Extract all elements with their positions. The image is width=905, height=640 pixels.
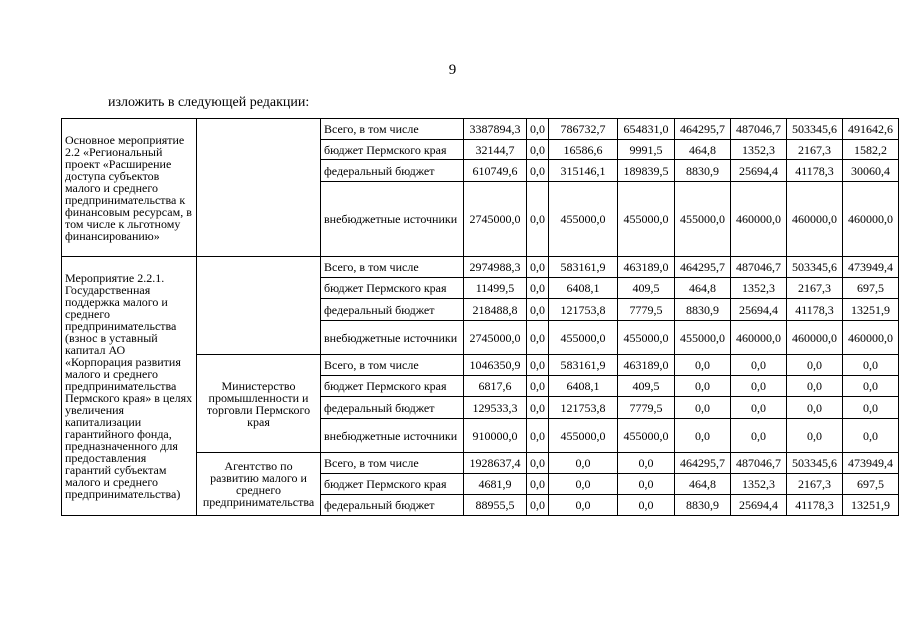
amount-cell: 464,8 — [675, 278, 731, 299]
amount-cell: 0,0 — [675, 376, 731, 397]
amount-cell: 464295,7 — [675, 119, 731, 140]
amount-cell: 13251,9 — [843, 299, 899, 321]
amount-cell: 0,0 — [731, 355, 787, 376]
amount-cell: 129533,3 — [464, 397, 527, 419]
amount-cell: 1046350,9 — [464, 355, 527, 376]
amount-cell: 25694,4 — [731, 160, 787, 182]
amount-cell: 487046,7 — [731, 453, 787, 474]
amount-cell: 6408,1 — [549, 376, 618, 397]
amount-cell: 460000,0 — [787, 182, 843, 257]
amount-cell: 121753,8 — [549, 397, 618, 419]
funding-source: бюджет Пермского края — [321, 140, 464, 160]
amount-cell: 503345,6 — [787, 257, 843, 278]
amount-cell: 455000,0 — [675, 182, 731, 257]
amount-cell: 654831,0 — [618, 119, 675, 140]
funding-source: Всего, в том числе — [321, 355, 464, 376]
budget-table — [61, 118, 899, 516]
amount-cell: 0,0 — [675, 419, 731, 453]
amount-cell: 2167,3 — [787, 474, 843, 495]
amount-cell: 7779,5 — [618, 397, 675, 419]
funding-source: федеральный бюджет — [321, 397, 464, 419]
amount-cell: 487046,7 — [731, 119, 787, 140]
amount-cell: 0,0 — [527, 299, 549, 321]
amount-cell: 487046,7 — [731, 257, 787, 278]
amount-cell: 0,0 — [843, 376, 899, 397]
amount-cell: 0,0 — [731, 376, 787, 397]
amount-cell: 0,0 — [527, 355, 549, 376]
amount-cell: 30060,4 — [843, 160, 899, 182]
table-row — [62, 119, 899, 140]
funding-source: федеральный бюджет — [321, 160, 464, 182]
amount-cell: 4681,9 — [464, 474, 527, 495]
amount-cell: 16586,6 — [549, 140, 618, 160]
funding-source: бюджет Пермского края — [321, 376, 464, 397]
amount-cell: 0,0 — [843, 419, 899, 453]
activity-name: Основное мероприятие 2.2 «Региональный проект «Расширение доступа субъектов малого и среднего предпринимательства к финансовым ресурсам, в том числе к льготному финансированию» — [62, 119, 197, 257]
amount-cell: 121753,8 — [549, 299, 618, 321]
amount-cell: 0,0 — [787, 355, 843, 376]
amount-cell: 455000,0 — [549, 182, 618, 257]
amount-cell: 3387894,3 — [464, 119, 527, 140]
amount-cell: 0,0 — [527, 119, 549, 140]
amount-cell: 6408,1 — [549, 278, 618, 299]
amount-cell: 0,0 — [527, 495, 549, 516]
amount-cell: 13251,9 — [843, 495, 899, 516]
amount-cell: 464295,7 — [675, 257, 731, 278]
amount-cell: 315146,1 — [549, 160, 618, 182]
amount-cell: 0,0 — [731, 419, 787, 453]
amount-cell: 0,0 — [549, 474, 618, 495]
amount-cell: 0,0 — [527, 397, 549, 419]
amount-cell: 2167,3 — [787, 278, 843, 299]
amount-cell: 460000,0 — [731, 321, 787, 355]
amount-cell: 464,8 — [675, 474, 731, 495]
executor-cell — [197, 257, 321, 355]
amount-cell: 0,0 — [527, 278, 549, 299]
amount-cell: 697,5 — [843, 474, 899, 495]
amount-cell: 11499,5 — [464, 278, 527, 299]
amount-cell: 583161,9 — [549, 355, 618, 376]
amount-cell: 460000,0 — [843, 182, 899, 257]
amount-cell: 503345,6 — [787, 453, 843, 474]
amount-cell: 0,0 — [618, 474, 675, 495]
amount-cell: 455000,0 — [618, 182, 675, 257]
amount-cell: 0,0 — [527, 182, 549, 257]
amount-cell: 25694,4 — [731, 299, 787, 321]
activity-name: Мероприятие 2.2.1. Государственная поддержка малого и среднего предпринимательства (взнос в уставный капитал АО «Корпорация развития малого и среднего предпринимательства Пермского края» в целях увеличения капитализации гарантийного фонда, предназначенного для предоставления гарантий субъектам малого и среднего предпринимательства) — [62, 257, 197, 516]
amount-cell: 0,0 — [618, 495, 675, 516]
amount-cell: 8830,9 — [675, 495, 731, 516]
amount-cell: 0,0 — [527, 257, 549, 278]
amount-cell: 409,5 — [618, 278, 675, 299]
amount-cell: 0,0 — [731, 397, 787, 419]
amount-cell: 503345,6 — [787, 119, 843, 140]
amount-cell: 455000,0 — [549, 321, 618, 355]
amount-cell: 2974988,3 — [464, 257, 527, 278]
amount-cell: 88955,5 — [464, 495, 527, 516]
amount-cell: 41178,3 — [787, 495, 843, 516]
amount-cell: 8830,9 — [675, 299, 731, 321]
amount-cell: 583161,9 — [549, 257, 618, 278]
amount-cell: 0,0 — [549, 495, 618, 516]
amount-cell: 473949,4 — [843, 257, 899, 278]
amount-cell: 6817,6 — [464, 376, 527, 397]
amount-cell: 463189,0 — [618, 355, 675, 376]
executor-cell — [197, 119, 321, 257]
amount-cell: 9991,5 — [618, 140, 675, 160]
funding-source: Всего, в том числе — [321, 453, 464, 474]
amount-cell: 460000,0 — [731, 182, 787, 257]
amount-cell: 0,0 — [618, 453, 675, 474]
funding-source: федеральный бюджет — [321, 299, 464, 321]
amount-cell: 1352,3 — [731, 278, 787, 299]
funding-source: внебюджетные источники — [321, 321, 464, 355]
amount-cell: 0,0 — [843, 397, 899, 419]
amount-cell: 491642,6 — [843, 119, 899, 140]
funding-source: бюджет Пермского края — [321, 474, 464, 495]
amount-cell: 455000,0 — [675, 321, 731, 355]
amount-cell: 1352,3 — [731, 140, 787, 160]
amount-cell: 0,0 — [787, 419, 843, 453]
amount-cell: 25694,4 — [731, 495, 787, 516]
funding-source: Всего, в том числе — [321, 257, 464, 278]
amount-cell: 697,5 — [843, 278, 899, 299]
amount-cell: 0,0 — [527, 419, 549, 453]
amount-cell: 2745000,0 — [464, 182, 527, 257]
funding-source: внебюджетные источники — [321, 182, 464, 257]
amount-cell: 0,0 — [527, 474, 549, 495]
amount-cell: 464,8 — [675, 140, 731, 160]
amount-cell: 41178,3 — [787, 299, 843, 321]
executor-name: Агентство по развитию малого и среднего предпринимательства — [197, 453, 321, 516]
amount-cell: 786732,7 — [549, 119, 618, 140]
amount-cell: 910000,0 — [464, 419, 527, 453]
amount-cell: 463189,0 — [618, 257, 675, 278]
amount-cell: 455000,0 — [549, 419, 618, 453]
amount-cell: 8830,9 — [675, 160, 731, 182]
table-row — [62, 257, 899, 278]
funding-source: федеральный бюджет — [321, 495, 464, 516]
amount-cell: 0,0 — [527, 453, 549, 474]
amount-cell: 473949,4 — [843, 453, 899, 474]
intro-text: изложить в следующей редакции: — [108, 95, 310, 110]
page-number: 9 — [448, 62, 457, 78]
funding-source: внебюджетные источники — [321, 419, 464, 453]
amount-cell: 460000,0 — [843, 321, 899, 355]
amount-cell: 455000,0 — [618, 419, 675, 453]
amount-cell: 0,0 — [675, 355, 731, 376]
amount-cell: 1928637,4 — [464, 453, 527, 474]
table-body — [62, 119, 899, 516]
amount-cell: 0,0 — [549, 453, 618, 474]
amount-cell: 0,0 — [843, 355, 899, 376]
amount-cell: 409,5 — [618, 376, 675, 397]
amount-cell: 610749,6 — [464, 160, 527, 182]
amount-cell: 0,0 — [787, 397, 843, 419]
amount-cell: 0,0 — [787, 376, 843, 397]
amount-cell: 0,0 — [527, 140, 549, 160]
amount-cell: 464295,7 — [675, 453, 731, 474]
funding-source: Всего, в том числе — [321, 119, 464, 140]
amount-cell: 0,0 — [527, 376, 549, 397]
amount-cell: 460000,0 — [787, 321, 843, 355]
amount-cell: 7779,5 — [618, 299, 675, 321]
amount-cell: 0,0 — [675, 397, 731, 419]
amount-cell: 2167,3 — [787, 140, 843, 160]
amount-cell: 1582,2 — [843, 140, 899, 160]
amount-cell: 0,0 — [527, 160, 549, 182]
amount-cell: 2745000,0 — [464, 321, 527, 355]
amount-cell: 0,0 — [527, 321, 549, 355]
funding-source: бюджет Пермского края — [321, 278, 464, 299]
amount-cell: 455000,0 — [618, 321, 675, 355]
amount-cell: 41178,3 — [787, 160, 843, 182]
amount-cell: 32144,7 — [464, 140, 527, 160]
amount-cell: 1352,3 — [731, 474, 787, 495]
executor-name: Министерство промышленности и торговли Пермского края — [197, 355, 321, 453]
amount-cell: 218488,8 — [464, 299, 527, 321]
amount-cell: 189839,5 — [618, 160, 675, 182]
